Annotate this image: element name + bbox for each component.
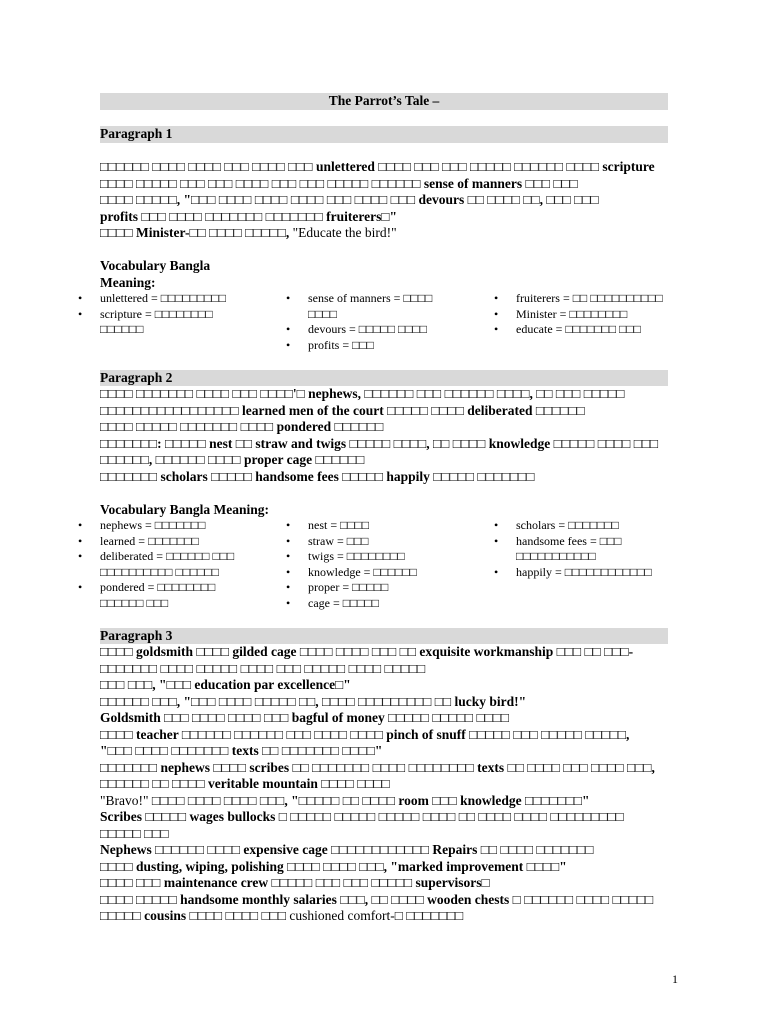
text-line bbox=[100, 436, 668, 453]
text-line bbox=[100, 677, 668, 694]
document-body bbox=[100, 93, 668, 925]
text-run: Scribes □□□□□ wages bullocks □ □□□□□ □□□□□ □□□□□ □□□□ □□ □□□□ □□□□ □□□□□□□□□ bbox=[100, 809, 624, 824]
vocab-item: • nephews = □□□□□□□ bbox=[100, 518, 252, 534]
vocab-item: • Minister = □□□□□□□□ bbox=[516, 307, 668, 323]
text-line bbox=[100, 826, 668, 843]
text-line bbox=[100, 760, 668, 777]
text-line bbox=[100, 225, 668, 242]
text-run: □□□□ □□□□□□□ □□□□ □□□ □□□□'□ nephews, □□□□□□ □□□ □□□□□□ □□□□, □□ □□□ □□□□□ bbox=[100, 386, 625, 401]
text-line bbox=[100, 452, 668, 469]
text-line bbox=[100, 386, 668, 403]
text-run: □□□□ □□□ maintenance crew □□□□□ □□□ □□□ □□□□□ supervisors□ bbox=[100, 875, 490, 890]
vocabulary-2-title: Vocabulary Bangla Meaning: bbox=[100, 501, 270, 517]
text-line bbox=[100, 776, 668, 793]
text-run: □□□□□□□ scholars □□□□□ handsome fees □□□□□ happily □□□□□ □□□□□□□ bbox=[100, 468, 535, 484]
text-run: "Educate the bird!" bbox=[292, 225, 397, 240]
text-run: cushioned comfort-□ bbox=[289, 908, 403, 923]
text-line bbox=[100, 644, 668, 661]
text-run: □□□□□□□ □□□□ □□□□□ □□□□ □□□ □□□□□ □□□□ □□□□□ bbox=[100, 660, 426, 676]
vocab-item: • proper = □□□□□ bbox=[308, 580, 460, 596]
vocab-item: • scholars = □□□□□□□ bbox=[516, 518, 668, 534]
vocab-column-1 bbox=[100, 291, 252, 353]
text-run: □□□□ □□□□□, "□□□ □□□□ □□□□ □□□□ □□□ □□□□ □□□ devours □□ □□□□ □□, □□□ □□□ bbox=[100, 192, 599, 207]
vocab-item: • unlettered = □□□□□□□□□ bbox=[100, 291, 252, 307]
text-run: □□□□□□ □□ □□□□ veritable mountain □□□□ □□□□ bbox=[100, 776, 390, 791]
paragraph-1-text bbox=[100, 159, 668, 242]
text-run: □□□□□□ □□□, "□□□ □□□□ □□□□□ □□, □□□□ □□□□□□□□□ □□ lucky bird!" bbox=[100, 693, 527, 709]
text-run: □□□□□□□ bbox=[402, 908, 464, 923]
vocab-column-3 bbox=[516, 518, 668, 611]
paragraph-2-text bbox=[100, 386, 668, 485]
text-run: □□□ □□□, "□□□ education par excellence□" bbox=[100, 677, 351, 692]
vocab-item: • devours = □□□□□ □□□□ bbox=[308, 322, 460, 338]
vocab-item: • straw = □□□ bbox=[308, 534, 460, 550]
text-run: □□□□□ cousins □□□□ □□□□ □□□ bbox=[100, 908, 290, 923]
text-run: □□□□□□□: □□□□□ nest □□ straw and twigs □□□□□ □□□□, □□ □□□□ knowledge □□□□□ □□□□ □□□ bbox=[100, 435, 659, 451]
text-run: □□□□ □□□□□ □□□ □□□ □□□□ □□□ □□□ □□□□□ □□□□□□ sense of manners □□□ □□□ bbox=[100, 175, 578, 191]
text-run: profits □□□ □□□□ □□□□□□□ □□□□□□□ fruiterers□" bbox=[100, 208, 397, 224]
text-line bbox=[100, 159, 668, 176]
text-line bbox=[100, 908, 668, 925]
vocab-item: • sense of manners = □□□□ □□□□ bbox=[308, 291, 460, 322]
vocab-item: • pondered = □□□□□□□□ □□□□□□ □□□ bbox=[100, 580, 252, 611]
vocab-item: • knowledge = □□□□□□ bbox=[308, 565, 460, 581]
text-run: Nephews □□□□□□ □□□□ expensive cage □□□□□□□□□□□□ Repairs □□ □□□□ □□□□□□□ bbox=[100, 842, 594, 857]
text-line bbox=[100, 793, 668, 810]
text-run: "□□□ □□□□ □□□□□□□ texts □□ □□□□□□□ □□□□" bbox=[100, 743, 383, 758]
text-run: □□□□ Minister-□□ □□□□ □□□□□, bbox=[100, 225, 293, 240]
vocab-item: • happily = □□□□□□□□□□□□ bbox=[516, 565, 668, 581]
vocab-item: • profits = □□□ bbox=[308, 338, 460, 354]
text-line bbox=[100, 743, 668, 760]
text-line bbox=[100, 192, 668, 209]
text-run: □□□□ □□□□□ □□□□□□□ □□□□ pondered □□□□□□ bbox=[100, 419, 384, 434]
vocab-column-1 bbox=[100, 518, 252, 611]
text-run: "Bravo!" bbox=[100, 792, 149, 808]
paragraph-3-text bbox=[100, 644, 668, 925]
text-line bbox=[100, 892, 668, 909]
vocab-item: • nest = □□□□ bbox=[308, 518, 460, 534]
text-run: □□□□□□□ nephews □□□□ scribes □□ □□□□□□□ □□□□ □□□□□□□□ texts □□ □□□□ □□□ □□□□ □□□, bbox=[100, 759, 655, 775]
text-run: □□□□ dusting, wiping, polishing □□□□ □□□□ □□□, "marked improvement □□□□" bbox=[100, 858, 567, 874]
text-run: □□□□ goldsmith □□□□ gilded cage □□□□ □□□□ □□□ □□ exquisite workmanship □□□ □□ □□□- bbox=[100, 644, 634, 659]
vocab-item: • handsome fees = □□□ □□□□□□□□□□□ bbox=[516, 534, 668, 565]
text-run: □□□□□□□□□□□□□□□□□ learned men of the court □□□□□ □□□□ deliberated □□□□□□ bbox=[100, 402, 585, 418]
vocabulary-2-list bbox=[100, 518, 668, 611]
vocab-item: • cage = □□□□□ bbox=[308, 596, 460, 612]
vocabulary-1-title: Vocabulary Bangla Meaning: bbox=[100, 258, 211, 290]
vocab-item: • deliberated = □□□□□□ □□□ □□□□□□□□□□ □□□□□□ bbox=[100, 549, 252, 580]
vocab-item: • twigs = □□□□□□□□ bbox=[308, 549, 460, 565]
text-run: □□□□□ □□□ bbox=[100, 825, 169, 841]
text-line bbox=[100, 710, 668, 727]
text-line bbox=[100, 727, 668, 744]
text-line bbox=[100, 842, 668, 859]
vocab-item: • learned = □□□□□□□ bbox=[100, 534, 252, 550]
vocabulary-1-list bbox=[100, 291, 668, 353]
text-run: □□□□ teacher □□□□□□ □□□□□□ □□□ □□□□ □□□□ pinch of snuff □□□□□ □□□ □□□□□ □□□□□, bbox=[100, 726, 630, 742]
paragraph-1-heading: Paragraph 1 bbox=[100, 126, 668, 143]
vocab-column-2 bbox=[308, 291, 460, 353]
text-line bbox=[100, 661, 668, 678]
text-run: □□□□□□ □□□□ □□□□ □□□ □□□□ □□□ unlettered □□□□ □□□ □□□ □□□□□ □□□□□□ □□□□ scripture bbox=[100, 159, 655, 174]
paragraph-2-heading: Paragraph 2 bbox=[100, 370, 668, 387]
text-line bbox=[100, 209, 668, 226]
text-run: □□□□ □□□□□ handsome monthly salaries □□□, □□ □□□□ wooden chests □ □□□□□□ □□□□ □□□□□ bbox=[100, 891, 654, 907]
text-line bbox=[100, 403, 668, 420]
text-line bbox=[100, 875, 668, 892]
text-line bbox=[100, 176, 668, 193]
vocab-item: • educate = □□□□□□□ □□□ bbox=[516, 322, 668, 338]
vocab-item: • scripture = □□□□□□□□ □□□□□□ bbox=[100, 307, 252, 338]
document-title: The Parrot’s Tale – bbox=[100, 93, 668, 110]
text-line bbox=[100, 809, 668, 826]
text-line bbox=[100, 469, 668, 486]
vocab-column-3 bbox=[516, 291, 668, 353]
text-run: Goldsmith □□□ □□□□ □□□□ □□□ bagful of money □□□□□ □□□□□ □□□□ bbox=[100, 710, 510, 725]
page-number: 1 bbox=[672, 972, 678, 986]
text-line bbox=[100, 694, 668, 711]
text-line bbox=[100, 419, 668, 436]
paragraph-3-heading: Paragraph 3 bbox=[100, 628, 668, 645]
text-run: □□□□ □□□□ □□□□ □□□, "□□□□□ □□ □□□□ room □□□ knowledge □□□□□□□" bbox=[148, 792, 590, 808]
text-run: □□□□□□, □□□□□□ □□□□ proper cage □□□□□□ bbox=[100, 452, 365, 467]
vocab-column-2 bbox=[308, 518, 460, 611]
vocab-item: • fruiterers = □□ □□□□□□□□□□ bbox=[516, 291, 668, 307]
text-line bbox=[100, 859, 668, 876]
